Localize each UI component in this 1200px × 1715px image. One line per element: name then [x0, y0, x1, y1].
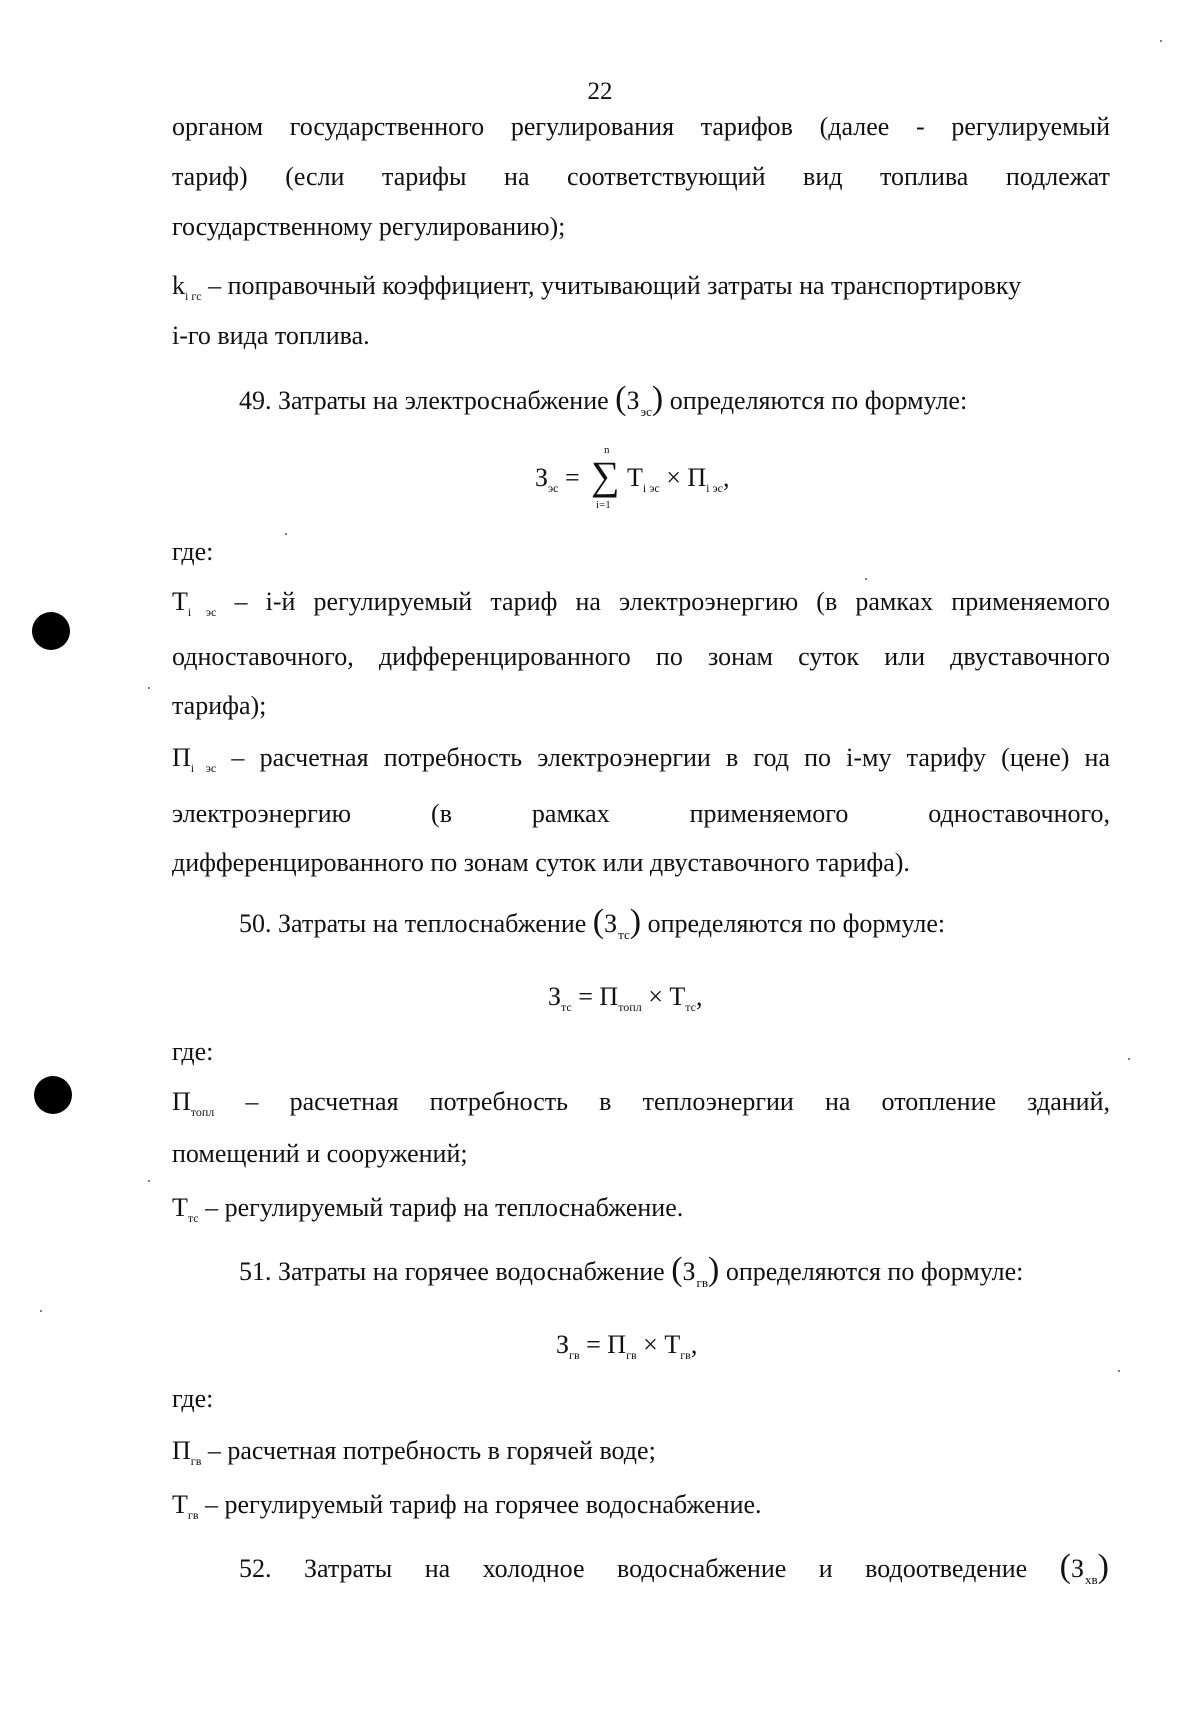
- symbol: З: [604, 909, 618, 938]
- formula-equals: =: [571, 982, 600, 1011]
- page-number: 22: [587, 78, 613, 105]
- formula-times: ×: [641, 982, 670, 1011]
- symbol: k: [172, 271, 185, 300]
- formula-equals: =: [558, 463, 580, 492]
- formula-times: ×: [659, 463, 688, 492]
- formula-50: [548, 982, 702, 1015]
- where-label: где:: [172, 1037, 214, 1066]
- definition-p-gv: [172, 1436, 656, 1469]
- scan-speck: [865, 578, 867, 580]
- formula-demand: П: [599, 982, 619, 1011]
- formula-equals: =: [579, 1330, 608, 1359]
- symbol: З: [1071, 1554, 1085, 1583]
- definition-p-ies: [172, 743, 1110, 776]
- text-line: i-го вида топлива.: [172, 321, 370, 350]
- symbol: П: [172, 1436, 191, 1465]
- symbol-subscript: гв: [696, 1275, 709, 1290]
- definition-text: – расчетная потребность в теплоэнергии на отопление зданий,: [214, 1087, 1110, 1116]
- formula-end: ,: [722, 463, 730, 492]
- scan-speck: [1118, 1370, 1120, 1372]
- text-line: тарифа);: [172, 691, 267, 720]
- formula-tariff-subscript: тс: [685, 1000, 696, 1014]
- symbol: З: [626, 386, 640, 415]
- heading-text: определяются по формуле:: [641, 909, 946, 938]
- symbol: П: [172, 1087, 191, 1116]
- formula-demand-subscript: гв: [626, 1348, 637, 1362]
- scan-speck: [148, 1180, 150, 1182]
- definition-text: – расчетная потребность в горячей воде;: [201, 1436, 656, 1465]
- definition-t-ts: [172, 1193, 683, 1226]
- symbol-subscript: хв: [1085, 1572, 1098, 1587]
- definition-p-topl: [172, 1087, 1110, 1120]
- formula-tariff-subscript: i эс: [642, 481, 660, 495]
- symbol: П: [172, 743, 191, 772]
- formula-lhs-subscript: тс: [561, 1000, 572, 1014]
- formula-tariff-subscript: гв: [680, 1348, 691, 1362]
- text-line: одноставочного, дифференцированного по зонам суток или двуставочного: [172, 642, 1110, 671]
- definition-t-ies: [172, 587, 1110, 620]
- formula-lhs: З: [535, 463, 549, 492]
- paragraph-50-heading: 50. Затраты на теплоснабжение $(З_{тс})$ определяются по формуле:: [239, 903, 946, 942]
- formula-demand-subscript: i эс: [706, 481, 723, 495]
- where-label: где:: [172, 537, 214, 566]
- symbol-subscript: тс: [187, 1211, 199, 1225]
- formula-tariff: T: [669, 982, 686, 1011]
- symbol: T: [172, 587, 188, 616]
- paragraph-49-heading: 49. Затраты на электроснабжение $(З_{эс})$ определяются по формуле:: [239, 380, 968, 419]
- definition-text: – i-й регулируемый тариф на электроэнергию (в рамках применяемого: [216, 587, 1110, 616]
- text-line: помещений и сооружений;: [172, 1139, 468, 1168]
- symbol: T: [172, 1193, 188, 1222]
- heading-text: 52. Затраты на холодное водоснабжение и водоотведение: [239, 1554, 1028, 1583]
- formula-lhs: З: [556, 1330, 570, 1359]
- heading-text: 50. Затраты на теплоснабжение: [239, 909, 593, 938]
- formula-end: ,: [695, 982, 703, 1011]
- symbol-subscript: тс: [618, 927, 630, 942]
- formula-lhs-subscript: гв: [569, 1348, 580, 1362]
- scan-speck: [1160, 40, 1162, 42]
- text-line: дифференцированного по зонам суток или двуставочного тарифа).: [172, 848, 910, 877]
- text-line: государственному регулированию);: [172, 212, 566, 241]
- definition-text: – поправочный коэффициент, учитывающий затраты на транспортировку: [201, 271, 1022, 300]
- formula-end: ,: [690, 1330, 698, 1359]
- text-line: органом государственного регулирования тарифов (далее - регулируемый: [172, 112, 1110, 141]
- formula-tariff: T: [627, 463, 643, 492]
- binder-hole-mark: [32, 612, 70, 650]
- symbol-subscript: i эс: [187, 605, 217, 619]
- paragraph-52-heading: 52. Затраты на холодное водоснабжение и водоотведение $(З_{хв})$: [239, 1548, 1109, 1587]
- heading-text: определяются по формуле:: [719, 1257, 1024, 1286]
- definition-t-gv: [172, 1490, 762, 1523]
- scan-speck: [148, 687, 150, 689]
- paragraph-51-heading: 51. Затраты на горячее водоснабжение $(З_{гв})$ определяются по формуле:: [239, 1251, 1024, 1290]
- symbol: З: [682, 1257, 696, 1286]
- definition-text: – расчетная потребность электроэнергии в год по i-му тарифу (цене) на: [216, 743, 1111, 772]
- sum-lower-limit: i=1: [596, 499, 611, 511]
- text-line: тариф) (если тарифы на соответствующий вид топлива подлежат: [172, 162, 1110, 191]
- scan-speck: [285, 533, 287, 535]
- sum-upper-limit: n: [604, 444, 610, 456]
- formula-lhs-subscript: эс: [548, 481, 559, 495]
- formula-demand: П: [607, 1330, 627, 1359]
- scan-speck: [40, 1310, 42, 1312]
- symbol-subscript: гв: [187, 1508, 199, 1522]
- symbol-subscript: гв: [190, 1454, 202, 1468]
- text-line: электроэнергию (в рамках применяемого одноставочного,: [172, 799, 1110, 828]
- formula-lhs: З: [548, 982, 562, 1011]
- symbol-subscript: i эс: [190, 761, 217, 775]
- symbol-subscript: i гс: [185, 289, 202, 303]
- where-label: где:: [172, 1384, 214, 1413]
- symbol-subscript: топл: [190, 1105, 215, 1119]
- formula-tariff: T: [664, 1330, 681, 1359]
- symbol: T: [172, 1490, 188, 1519]
- sum-sign: ∑: [591, 453, 620, 498]
- formula-51: [556, 1330, 697, 1363]
- formula-demand-subscript: топл: [618, 1000, 642, 1014]
- heading-text: определяются по формуле:: [663, 386, 968, 415]
- heading-text: 51. Затраты на горячее водоснабжение: [239, 1257, 672, 1286]
- symbol-subscript: эс: [640, 404, 652, 419]
- scan-speck: [1128, 1058, 1130, 1060]
- heading-text: 49. Затраты на электроснабжение: [239, 386, 616, 415]
- definition-text: – регулируемый тариф на теплоснабжение.: [198, 1193, 684, 1222]
- formula-demand: П: [687, 463, 707, 492]
- formula-times: ×: [636, 1330, 665, 1359]
- definition-k: [172, 271, 1021, 304]
- binder-hole-mark: [34, 1076, 72, 1114]
- definition-text: – регулируемый тариф на горячее водоснабжение.: [198, 1490, 762, 1519]
